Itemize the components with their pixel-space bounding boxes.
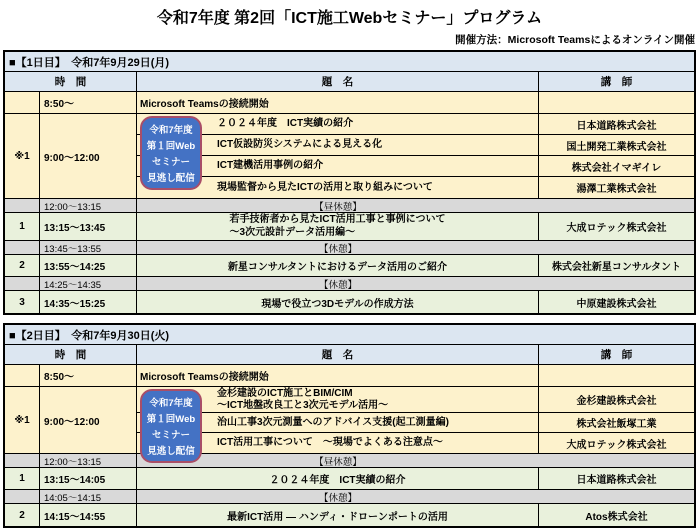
title-cell: ICT仮設防災システムによる見える化 xyxy=(137,135,539,155)
title-cell: 新星コンサルタントにおけるデータ活用のご紹介 xyxy=(137,255,539,276)
no-cell xyxy=(5,199,40,212)
badge-line: 令和7年度 xyxy=(149,398,193,409)
title-cell: ICT建機活用事例の紹介 xyxy=(137,156,539,176)
day2-lunch-break-row xyxy=(5,454,694,468)
lecturer-cell: 日本道路株式会社 xyxy=(576,120,657,132)
break-label: 【休憩】 xyxy=(318,492,357,504)
session-number: 1 xyxy=(5,213,40,240)
session-number: 3 xyxy=(5,291,40,313)
lecturer-cell: 中原建設株式会社 xyxy=(576,298,657,310)
rebroadcast-badge xyxy=(140,116,202,190)
badge-line: 第１回Web xyxy=(146,414,196,425)
title-cell xyxy=(137,213,539,240)
title-cell: ２０２４年度 ICT実績の紹介 xyxy=(137,114,539,134)
day1-morning-block xyxy=(5,114,694,199)
column-header-time: 時 間 xyxy=(5,345,137,364)
column-header-lecturer: 講 師 xyxy=(600,349,633,361)
block-mark: ※1 xyxy=(5,114,40,198)
lecturer-cell: 株式会社新星コンサルタント xyxy=(551,262,682,273)
no-cell xyxy=(5,365,40,386)
time-cell: 13:45～13:55 xyxy=(40,241,137,254)
badge-line: 見逃し配信 xyxy=(147,446,195,457)
block-items xyxy=(137,114,694,198)
block-item-row xyxy=(137,387,694,413)
no-cell xyxy=(5,490,40,503)
title-cell: 現場監督から見たICTの活用と取り組みについて xyxy=(137,177,539,198)
badge-line: 令和7年度 xyxy=(149,125,193,136)
day1-table xyxy=(3,50,696,315)
day1-session-3-row xyxy=(5,291,694,313)
badge-line: セミナー xyxy=(151,430,190,441)
day2-header: ■【2日目】 令和7年9月30日(火) xyxy=(5,325,694,345)
day1-column-header-row xyxy=(5,72,694,92)
lecturer-cell: 大成ロテック株式会社 xyxy=(566,439,667,451)
lecturer-cell: 株式会社飯塚工業 xyxy=(576,419,657,430)
block-item-row xyxy=(137,114,694,135)
time-cell: 8:50～ xyxy=(40,365,137,386)
time-cell: 8:50～ xyxy=(40,92,137,113)
rebroadcast-badge xyxy=(140,389,202,463)
badge-line: 見逃し配信 xyxy=(147,173,195,184)
time-cell: 14:05～14:15 xyxy=(40,490,137,503)
day2-table xyxy=(3,323,696,528)
day1-break-row xyxy=(5,277,694,291)
time-cell: 12:00～13:15 xyxy=(40,199,137,212)
block-item-row xyxy=(137,135,694,156)
day1-lunch-break-row xyxy=(5,199,694,213)
badge-line: セミナー xyxy=(151,157,190,168)
day1-break-row xyxy=(5,241,694,255)
column-header-title: 題 名 xyxy=(137,345,539,364)
lecturer-cell: Atos株式会社 xyxy=(585,511,648,523)
block-item-row xyxy=(137,433,694,453)
title-cell: 現場で役立つ3Dモデルの作成方法 xyxy=(137,291,539,313)
title-line-1: 若手技術者から見たICT活用工事と事例について xyxy=(229,214,446,225)
lecturer-cell xyxy=(539,92,694,113)
day2-column-header-row xyxy=(5,345,694,365)
time-cell: 13:15～14:05 xyxy=(40,468,137,489)
no-cell xyxy=(5,277,40,290)
time-cell: 9:00～12:00 xyxy=(40,387,137,453)
time-cell: 13:15～13:45 xyxy=(40,213,137,240)
lecturer-cell xyxy=(539,365,694,386)
no-cell xyxy=(5,92,40,113)
no-cell xyxy=(5,454,40,467)
title-cell: Microsoft Teamsの接続開始 xyxy=(137,92,539,113)
title-line-2: ～ICT地盤改良工と3次元モデル活用～ xyxy=(217,399,389,411)
column-header-lecturer: 講 師 xyxy=(600,76,633,88)
day1-connect-row xyxy=(5,92,694,114)
lecturer-cell: 株式会社イマギイレ xyxy=(571,162,662,174)
title-cell: Microsoft Teamsの接続開始 xyxy=(137,365,539,386)
lecturer-cell: 日本道路株式会社 xyxy=(576,475,657,486)
session-number: 1 xyxy=(5,468,40,489)
break-label: 【昼休憩】 xyxy=(314,456,362,468)
column-header-time: 時 間 xyxy=(5,72,137,91)
title-cell: 治山工事3次元測量へのアドバイス支援(起工測量編) xyxy=(137,413,539,432)
time-cell: 14:15～14:55 xyxy=(40,504,137,526)
title-cell: ２０２４年度 ICT実績の紹介 xyxy=(137,468,539,489)
day2-break-row xyxy=(5,490,694,504)
time-cell: 9:00～12:00 xyxy=(40,114,137,198)
time-cell: 14:35～15:25 xyxy=(40,291,137,313)
lecturer-cell: 大成ロテック株式会社 xyxy=(566,223,667,234)
lecturer-cell: 湯澤工業株式会社 xyxy=(576,184,657,195)
lecturer-cell: 金杉建設株式会社 xyxy=(576,396,657,407)
block-mark: ※1 xyxy=(5,387,40,453)
badge-line: 第１回Web xyxy=(146,141,196,152)
title-cell: 最新ICT活用 — ハンディ・ドローンポートの活用 xyxy=(137,504,539,526)
day2-session-2-row xyxy=(5,504,694,526)
title-line-2: ～3次元設計データ活用編～ xyxy=(229,226,356,238)
title-line-1: 金杉建設のICT施工とBIM/CIM xyxy=(217,387,353,399)
day1-session-2-row xyxy=(5,255,694,277)
session-number: 2 xyxy=(5,504,40,526)
title-cell: ICT活用工事について ～現場でよくある注意点～ xyxy=(137,433,539,453)
block-item-row xyxy=(137,156,694,177)
session-number: 2 xyxy=(5,255,40,276)
time-cell: 14:25～14:35 xyxy=(40,277,137,290)
block-item-row xyxy=(137,177,694,198)
column-header-title: 題 名 xyxy=(137,72,539,91)
break-label: 【休憩】 xyxy=(318,243,357,255)
day2-connect-row xyxy=(5,365,694,387)
day2-session-1-row xyxy=(5,468,694,490)
block-item-row xyxy=(137,413,694,433)
meeting-method-note: 開催方法：Microsoft Teamsによるオンライン開催 xyxy=(455,34,695,46)
time-cell: 13:55～14:25 xyxy=(40,255,137,276)
time-cell: 12:00～13:15 xyxy=(40,454,137,467)
break-label: 【昼休憩】 xyxy=(314,201,362,213)
no-cell xyxy=(5,241,40,254)
block-items xyxy=(137,387,694,453)
day1-header: ■【1日目】 令和7年9月29日(月) xyxy=(5,52,694,72)
day1-session-1-row xyxy=(5,213,694,241)
page-title: 令和7年度 第2回「ICT施工Webセミナー」プログラム xyxy=(156,10,543,27)
day2-morning-block xyxy=(5,387,694,454)
lecturer-cell: 国土開発工業株式会社 xyxy=(566,141,667,153)
break-label: 【休憩】 xyxy=(318,279,357,291)
